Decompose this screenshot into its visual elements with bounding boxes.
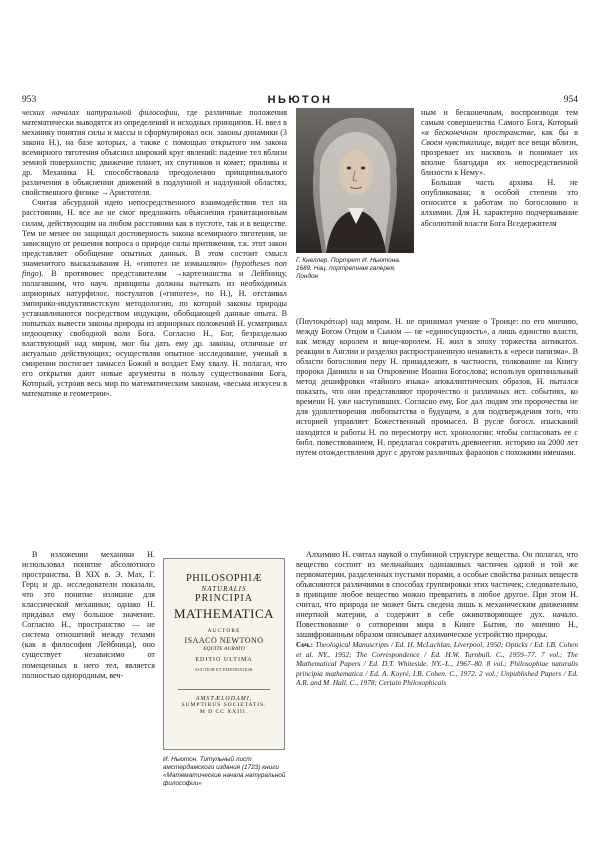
title-page-line: M D CC XXIII.: [199, 708, 249, 715]
running-title: НЬЮТОН: [267, 94, 333, 106]
title-page-line: PHILOSOPHIÆ: [185, 573, 263, 584]
paragraph: Большая часть архива Н. не опубликована; в особой степени это относится к работам по богословию и алхимии. Для Н. характерно подчеркивание абсолютной власти Бога Вседержителя: [421, 178, 578, 228]
body-text: , как бы в: [533, 128, 578, 138]
paragraph: [421, 108, 578, 178]
title-page-line: EQUITE AURATO: [203, 646, 245, 653]
title-page-caption: И. Ньютон. Титульный лист амстердамского издания (1723) книги «Математические начала натуральной философии»: [163, 756, 286, 787]
title-page-line: ISAACO NEWTONO: [184, 635, 264, 645]
italic-text: hypotheses non fingo: [22, 258, 287, 278]
principia-title-page-image: [163, 558, 285, 750]
title-page-line: MATHEMATICA: [173, 605, 275, 621]
references-label: Соч.:: [296, 640, 314, 650]
title-page-line: SUMPTIBUS SOCIETATIS.: [181, 702, 267, 709]
body-text: , где различные положения математически выводятся из определений и исходных принципов. Н. ввел в механику понятия силы и массы и сформулировал осн. законы динамики (3 закона Н.), на базе которых, а также с помощью открытого им закона всемирного тяготения объяснил широкий круг явлений: падение тел вблизи земной поверхности; движение планет, их спутников и комет; приливы и др. Механика Н. способствовала преодолению принципиального различения в объяснении движений в подлунной и надлунной областях, свойственного физике →Аристотеля.: [22, 108, 288, 198]
paragraph: (Παντοκράτωρ) над миром. Н. не принимал учение о Троице: по его мнению, между Богом Отцом и Сыном — не «единосущность», а лишь единство власти, как между королем и вице-королем. Н. жил в эпоху торжества антикатол. реакции в Англии и разделял распространенную ненависть к «ереси папизма». В области богословия перу Н. принадлежит, в частности, толкование на Книгу пророка Даниила и на Откровение Иоанна Богослова; используя оригинальный метод дешифровки «тайного языка» апокалиптических образов, Н. пытался показать, что они представляют пророчество о различных ист. событиях, ко времени Н. уже наступивших. Согласно ему, Бог дал людям эти пророчества не для удовлетворения любопытства о будущем, а для подтверждения того, что историей управляет Божественный промысел. В русле богосл. изысканий находятся и работы Н. по пересмотру ист. хронологии: чтобы согласовать ее с библ. повествованием, Н. предлагал сократить древнеегип. историю на 2000 лет путем отождествления друг с другом различных фараонов с похожими именами.: [296, 317, 578, 457]
portrait-drawing: [296, 108, 414, 253]
paragraph: В изложении механики Н. использовал понятие абсолютного пространства. В XIX в. Э. Мах, Г. Герц и др. исследователи показали, что это понятие излишне для классической механики; однако Н. придавал ему большое значение. Согласно Н., пространство — не система отношений между телами (как в философии Лейбница), оно существует независимо от помещенных в него тел, является полностью однородным, веч-: [22, 550, 155, 680]
column-right-upper: [421, 108, 578, 229]
italic-text: в бесконечном пространстве: [425, 128, 534, 138]
references: [296, 640, 578, 687]
italic-text: ческих началах натуральной философии: [22, 108, 178, 117]
column-left-lower: [22, 550, 155, 681]
paragraph: [22, 198, 287, 399]
paragraph: Алхимию Н. считал наукой о глубинной структуре вещества. Он полагал, что вещество состоит из мельчайших одинаковых частичек одной и той же первоматерии, разделенных пустыми порами, а особые свойства разных веществ объясняются различиями в способах группировки этих частичек; следовательно, в принципе любое вещество можно превратить в любое другое. При этом Н. считал, что природа не может быть сведена лишь к механическим движениям инертной материи, а содержит в себе оживотворяющее дух. начало. Повествование о сотворении мира в Книге Бытия, по мнению Н., зашифрованным образом описывает алхимическое устройство природы.: [296, 550, 578, 640]
title-page-line: AUCTIOR ET EMENDATIOR.: [194, 667, 254, 673]
newton-portrait-image: [296, 108, 414, 253]
title-page-line: EDITIO ULTIMA: [195, 657, 253, 664]
column-left-upper: [22, 108, 287, 399]
references-text: Theological Manuscripts / Ed. H. McLachlan. Liverpool, 1950; Opticks / Ed. I.B. Cohen et al. NY., 1952; The Correspondence / Ed. H.W. Turnbull. C., 1959–77. 7 vol.; The Mathematical Papers / Ed. D.T. Whiteside. NY.–L., 1967–80. 8 vol.; Philosophiae naturalis principia mathematica / Ed. A. Koyré, I.B. Cohen. C., 1972. 2 vol.; Unpublished Papers / Ed. A.R. and M. Hall. C., 1978; Certain Philosophicals: [296, 640, 578, 688]
portrait-caption: Г. Кнеллер. Портрет И. Ньютона. 1689. Нац. портретная галерея, Лондон: [296, 257, 401, 280]
column-right-bottom: [296, 550, 578, 687]
body-text: ным и бесконечным, воспроизводя тем самым совершенства Самого Бога, Который «: [421, 108, 578, 138]
title-page-line: AMSTÆLODAMI,: [195, 695, 253, 702]
page-header: [22, 95, 578, 109]
body-text: , видит все вещи вблизи, прозревает их насквозь и понимает их вполне благодаря их непосредственной близости к Нему».: [421, 138, 578, 178]
paragraph: [22, 108, 287, 198]
body-text: ). В противовес представителям →картезианства и Лейбницу, полагавшим, что науч. принципы должны вытекать из необходимых априорных натурфилос. постулатов («гипотез», по Н.), Н. отстаивал эмпирико-индуктивистскую методологию, по которой законы природы устанавливаются посредством индукции, обобщающей данные опыта. В попытках вывести законы природы из априорных положений Н. усматривал недооценку свободной воли Бога. Согласно Н., Бог, безраздельно властвующий над миром, мог бы дать ему др. законы, отличные от актуально действующих; осуществляя опытное исследование, ученый в смирении постигает замысел Божий и воздает Ему хвалу. Н. полагал, что его открытия дают новые аргументы в пользу существования Бога, Который, устроив весь мир по математическим законам, «весьма искусен в математике и геометрии».: [22, 268, 287, 399]
title-page-line: AUCTORE: [207, 627, 241, 634]
title-page-rule: [178, 689, 270, 690]
italic-text: Своем чувствилище: [421, 138, 491, 148]
page-number-left: 953: [22, 95, 37, 105]
column-right-middle: [296, 317, 578, 458]
page-number-right: 954: [563, 95, 578, 105]
title-page-line: PRINCIPIA: [195, 593, 253, 605]
title-page-line: NATURALIS: [201, 585, 247, 594]
body-text: Считая абсурдной идею непосредственного взаимодействия тел на расстоянии, Н. все же не смог предложить объяснения гравитационным силам, действующим на любом расстоянии как в пустоте, так и в веществе. Тем не менее он защищал достоверность закона всемирного тяготения, не зависящую от решения вопроса о природе силы притяжения, т.к. этот закон представляет обобщение опытных данных. В этом состоит смысл знаменитого высказывания Н. «гипотез не измышляю» (: [22, 198, 287, 268]
